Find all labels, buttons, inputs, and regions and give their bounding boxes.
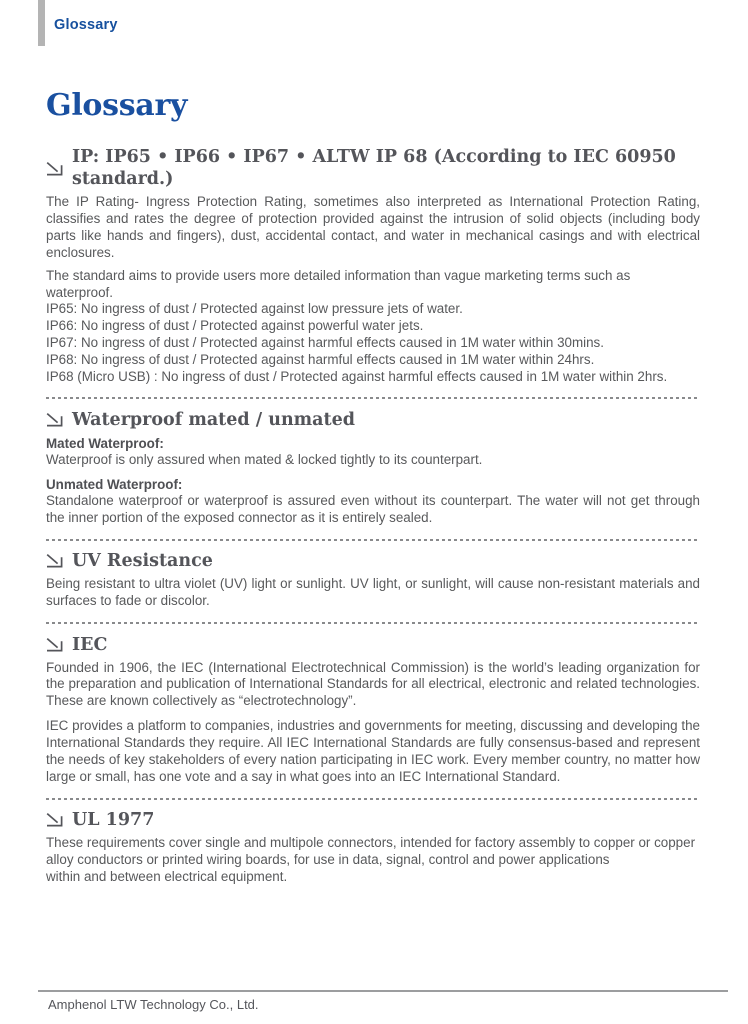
content-column	[46, 0, 700, 886]
body-paragraph: IEC provides a platform to companies, industries and governments for meeting, discussing and developing the International Standards they require. All IEC International Standards are fully consensus-based and represent the needs of key stakeholders of every nation participating in IEC work. Every member country, no matter how large or small, has one vote and a say in what goes into an IEC International Standard.	[46, 718, 700, 784]
section-heading-text: Waterproof mated / unmated	[72, 409, 355, 430]
body-paragraph: Being resistant to ultra violet (UV) light or sunlight. UV light, or sunlight, will cause non-resistant materials and surfaces to fade or discolor.	[46, 575, 700, 608]
definition-text: Standalone waterproof or waterproof is assured even without its counterpart. The water will not get through the inner portion of the exposed connector as it is entirely sealed.	[46, 492, 700, 525]
section-heading-uv	[46, 550, 700, 572]
section-heading-text: IEC	[72, 634, 108, 655]
running-head-label: Glossary	[54, 17, 118, 33]
company-name: Amphenol LTW Technology Co., Ltd.	[48, 997, 259, 1012]
dashed-separator	[46, 798, 700, 800]
body-paragraph: Founded in 1906, the IEC (International Electrotechnical Commission) is the world’s leading organization for the preparation and publication of International Standards for all electrical, electronic and related technologies. These are known collectively as “electrotechnology”.	[46, 659, 700, 709]
section-heading-text: UL 1977	[72, 809, 155, 830]
dashed-separator	[46, 539, 700, 541]
definition-item	[46, 435, 700, 469]
page-title: Glossary	[46, 88, 188, 123]
definition-term: Mated Waterproof:	[46, 435, 164, 451]
body-line: IP66: No ingress of dust / Protected against powerful water jets.	[46, 318, 424, 334]
definition-term: Unmated Waterproof:	[46, 476, 183, 492]
section-heading-iec	[46, 634, 700, 656]
body-line: IP68 (Micro USB) : No ingress of dust / Protected against harmful effects caused in 1M water within 2hrs.	[46, 369, 668, 385]
body-line: IP68: No ingress of dust / Protected against harmful effects caused in 1M water within 24hrs.	[46, 352, 595, 368]
section-heading-ip	[46, 146, 700, 190]
section-heading-text: IP: IP65 • IP66 • IP67 • ALTW IP 68 (According to IEC 60950 standard.)	[72, 147, 676, 189]
corner-arrow-icon	[46, 161, 63, 176]
section-heading-ul1977	[46, 809, 700, 831]
body-paragraph: The IP Rating- Ingress Protection Rating, sometimes also interpreted as International Protection Rating, classifies and rates the degree of protection provided against the intrusion of solid objects (including body parts like hands and fingers), dust, accidental contact, and water in mechanical casings and with electrical enclosures.	[46, 194, 700, 260]
body-paragraph: These requirements cover single and multipole connectors, intended for factory assembly to copper or copper alloy conductors or printed wiring boards, for use in data, signal, control and power applications	[46, 834, 696, 867]
page-footer	[38, 990, 728, 1012]
body-line: The standard aims to provide users more detailed information than vague marketing terms such as waterproof.	[46, 267, 631, 300]
definition-text: Waterproof is only assured when mated & locked tightly to its counterpart.	[46, 451, 483, 467]
corner-arrow-icon	[46, 812, 63, 827]
section-heading-text: UV Resistance	[72, 550, 213, 571]
corner-arrow-icon	[46, 637, 63, 652]
ip-rating-lines	[46, 268, 700, 386]
body-line: IP65: No ingress of dust / Protected against low pressure jets of water.	[46, 301, 463, 317]
dashed-separator	[46, 622, 700, 624]
dashed-separator	[46, 397, 700, 399]
corner-arrow-icon	[46, 412, 63, 427]
definition-item	[46, 476, 700, 527]
body-line: IP67: No ingress of dust / Protected against harmful effects caused in 1M water within 30mins.	[46, 335, 604, 351]
body-paragraph: within and between electrical equipment.	[46, 868, 288, 884]
section-heading-waterproof	[46, 409, 700, 431]
corner-arrow-icon	[46, 553, 63, 568]
running-head-bar	[38, 0, 45, 46]
